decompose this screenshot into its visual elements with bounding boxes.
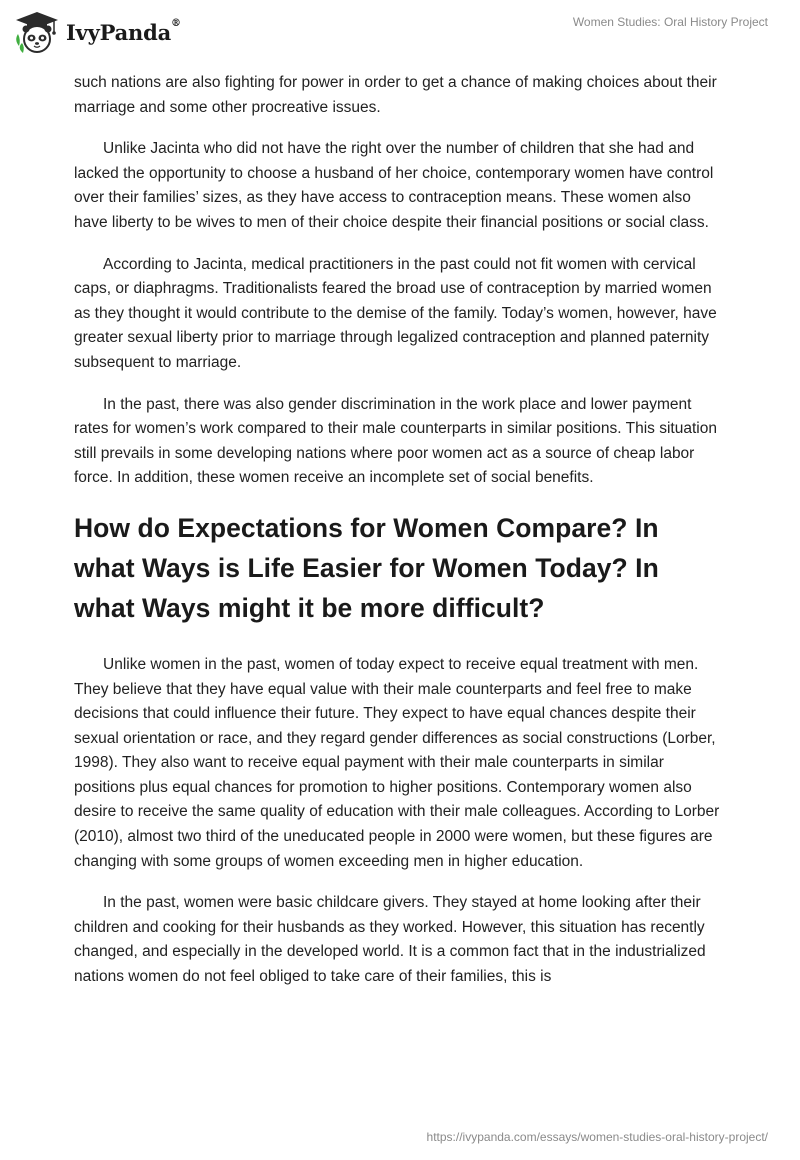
essay-body: [74, 71, 724, 1007]
paragraph: Unlike women in the past, women of today expect to receive equal treatment with men. They believe that they have equal value with their male counterparts and feel free to make decisions that could influence their future. They expect to have equal chances despite their sexual orientation or race, and they regard gender differences as social constructions (Lorber, 1998). They also want to receive equal payment with their male counterparts in similar positions plus equal chances for promotion to higher positions. Contemporary women also desire to receive the same quality of education with their male colleagues. According to Lorber (2010), almost two third of the uneducated people in 2000 were women, but these figures are changing with some groups of women exceeding men in higher education.: [74, 655, 720, 870]
document-title: Women Studies: Oral History Project: [572, 15, 768, 29]
brand-name: IvyPanda®: [66, 17, 181, 45]
section-heading: How do Expectations for Women Compare? In what Ways is Life Easier for Women Today? In what Ways might it be more difficult?: [74, 512, 659, 623]
paragraph: In the past, there was also gender discrimination in the work place and lower payment rates for women’s work compared to their male counterparts in similar positions. This situation still prevails in some developing nations where poor women act as a source of cheap labor force. In addition, these women receive an incomplete set of social benefits.: [74, 395, 717, 487]
ivypanda-logo[interactable]: [14, 10, 181, 54]
page-header: [0, 0, 800, 64]
paragraph: Unlike Jacinta who did not have the right over the number of children that she had and lacked the opportunity to choose a husband of her choice, contemporary women have control over their families’ sizes, as they have access to contraception means. These women also have liberty to be wives to men of their choice despite their financial positions or social class.: [74, 140, 714, 231]
panda-graduate-icon: [14, 10, 60, 54]
paragraph: In the past, women were basic childcare givers. They stayed at home looking after their children and cooking for their husbands as they worked. However, this situation has recently changed, and especially in the developed world. It is a common fact that in the industrialized nations women do not feel obliged to take care of their families, this is: [74, 894, 706, 986]
source-url[interactable]: https://ivypanda.com/essays/women-studies-oral-history-project/: [426, 1130, 768, 1144]
paragraph: such nations are also fighting for power in order to get a chance of making choices about their marriage and some other procreative issues.: [74, 74, 717, 116]
paragraph: According to Jacinta, medical practitioners in the past could not fit women with cervical caps, or diaphragms. Traditionalists feared the broad use of contraception by married women as they thought it would contribute to the demise of the family. Today’s women, however, have greater sexual liberty prior to marriage through legalized contraception and planned paternity subsequent to marriage.: [74, 255, 717, 371]
registered-mark: ®: [171, 17, 181, 29]
